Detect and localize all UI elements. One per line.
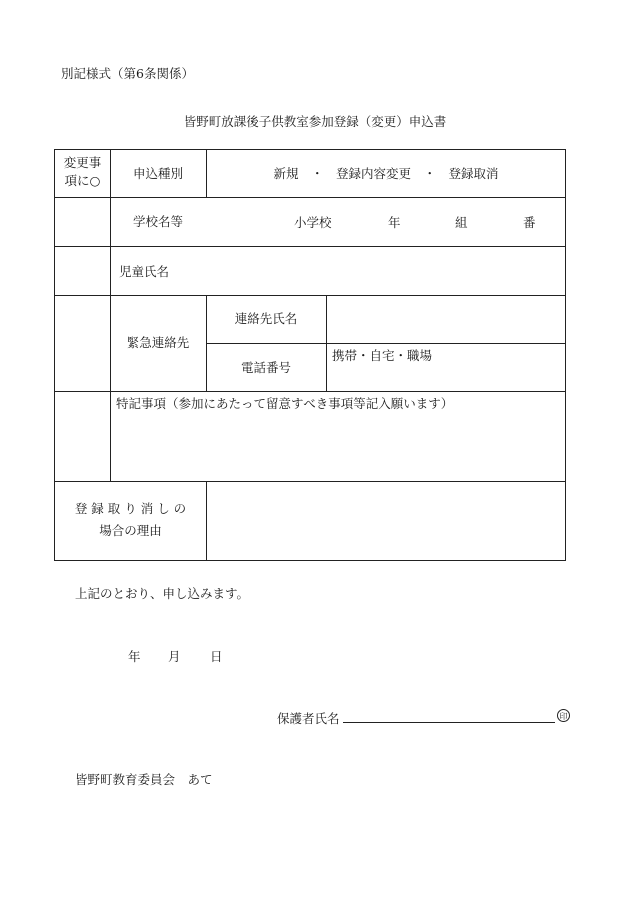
- column-divider: [326, 295, 327, 391]
- grade-suffix: 年: [388, 215, 401, 230]
- row-divider: [55, 391, 565, 392]
- cancel-reason-line2: 場合の理由: [99, 523, 162, 538]
- form-label: 別記様式（第6条関係）: [61, 66, 194, 81]
- school-suffix: 小学校: [294, 215, 332, 230]
- change-header-line2: 項に○: [64, 173, 101, 188]
- row-divider: [55, 246, 565, 247]
- column-divider: [110, 150, 111, 481]
- change-header-line1: 変更事: [63, 155, 102, 170]
- child-name-label: 児童氏名: [119, 264, 170, 279]
- phone-type-options[interactable]: 携帯・自宅・職場: [332, 348, 433, 363]
- row-divider: [55, 197, 565, 198]
- number-suffix: 番: [523, 215, 536, 230]
- guardian-name-label: 保護者氏名: [277, 711, 340, 726]
- cancel-reason-line1: 登 録 取 り 消 し の: [74, 501, 187, 516]
- date-year-label: 年: [128, 649, 141, 664]
- phone-label: 電話番号: [240, 360, 291, 375]
- change-header: [55, 154, 110, 190]
- date-month-label: 月: [168, 649, 181, 664]
- row-divider: [55, 481, 565, 482]
- date-day-label: 日: [210, 649, 223, 664]
- row-divider: [55, 295, 565, 296]
- application-type-label: 申込種別: [132, 166, 183, 181]
- document-title: 皆野町放課後子供教室参加登録（変更）申込書: [183, 114, 447, 129]
- registration-form-table: [54, 149, 566, 561]
- column-divider: [206, 481, 207, 560]
- special-notes-label: 特記事項（参加にあたって留意すべき事項等記入願います）: [116, 396, 454, 411]
- emergency-contact-label: 緊急連絡先: [126, 335, 190, 350]
- seal-mark-icon: 印: [557, 709, 570, 722]
- application-type-options[interactable]: 新規 ・ 登録内容変更 ・ 登録取消: [273, 166, 499, 181]
- cancel-reason-label: [55, 500, 206, 540]
- contact-name-label: 連絡先氏名: [234, 311, 298, 326]
- row-divider: [206, 343, 565, 344]
- statement-text: 上記のとおり、申し込みます。: [75, 586, 250, 601]
- class-suffix: 組: [455, 215, 468, 230]
- addressee-text: 皆野町教育委員会 あて: [75, 772, 213, 787]
- school-label: 学校名等: [132, 214, 183, 229]
- guardian-signature-line[interactable]: [343, 722, 555, 723]
